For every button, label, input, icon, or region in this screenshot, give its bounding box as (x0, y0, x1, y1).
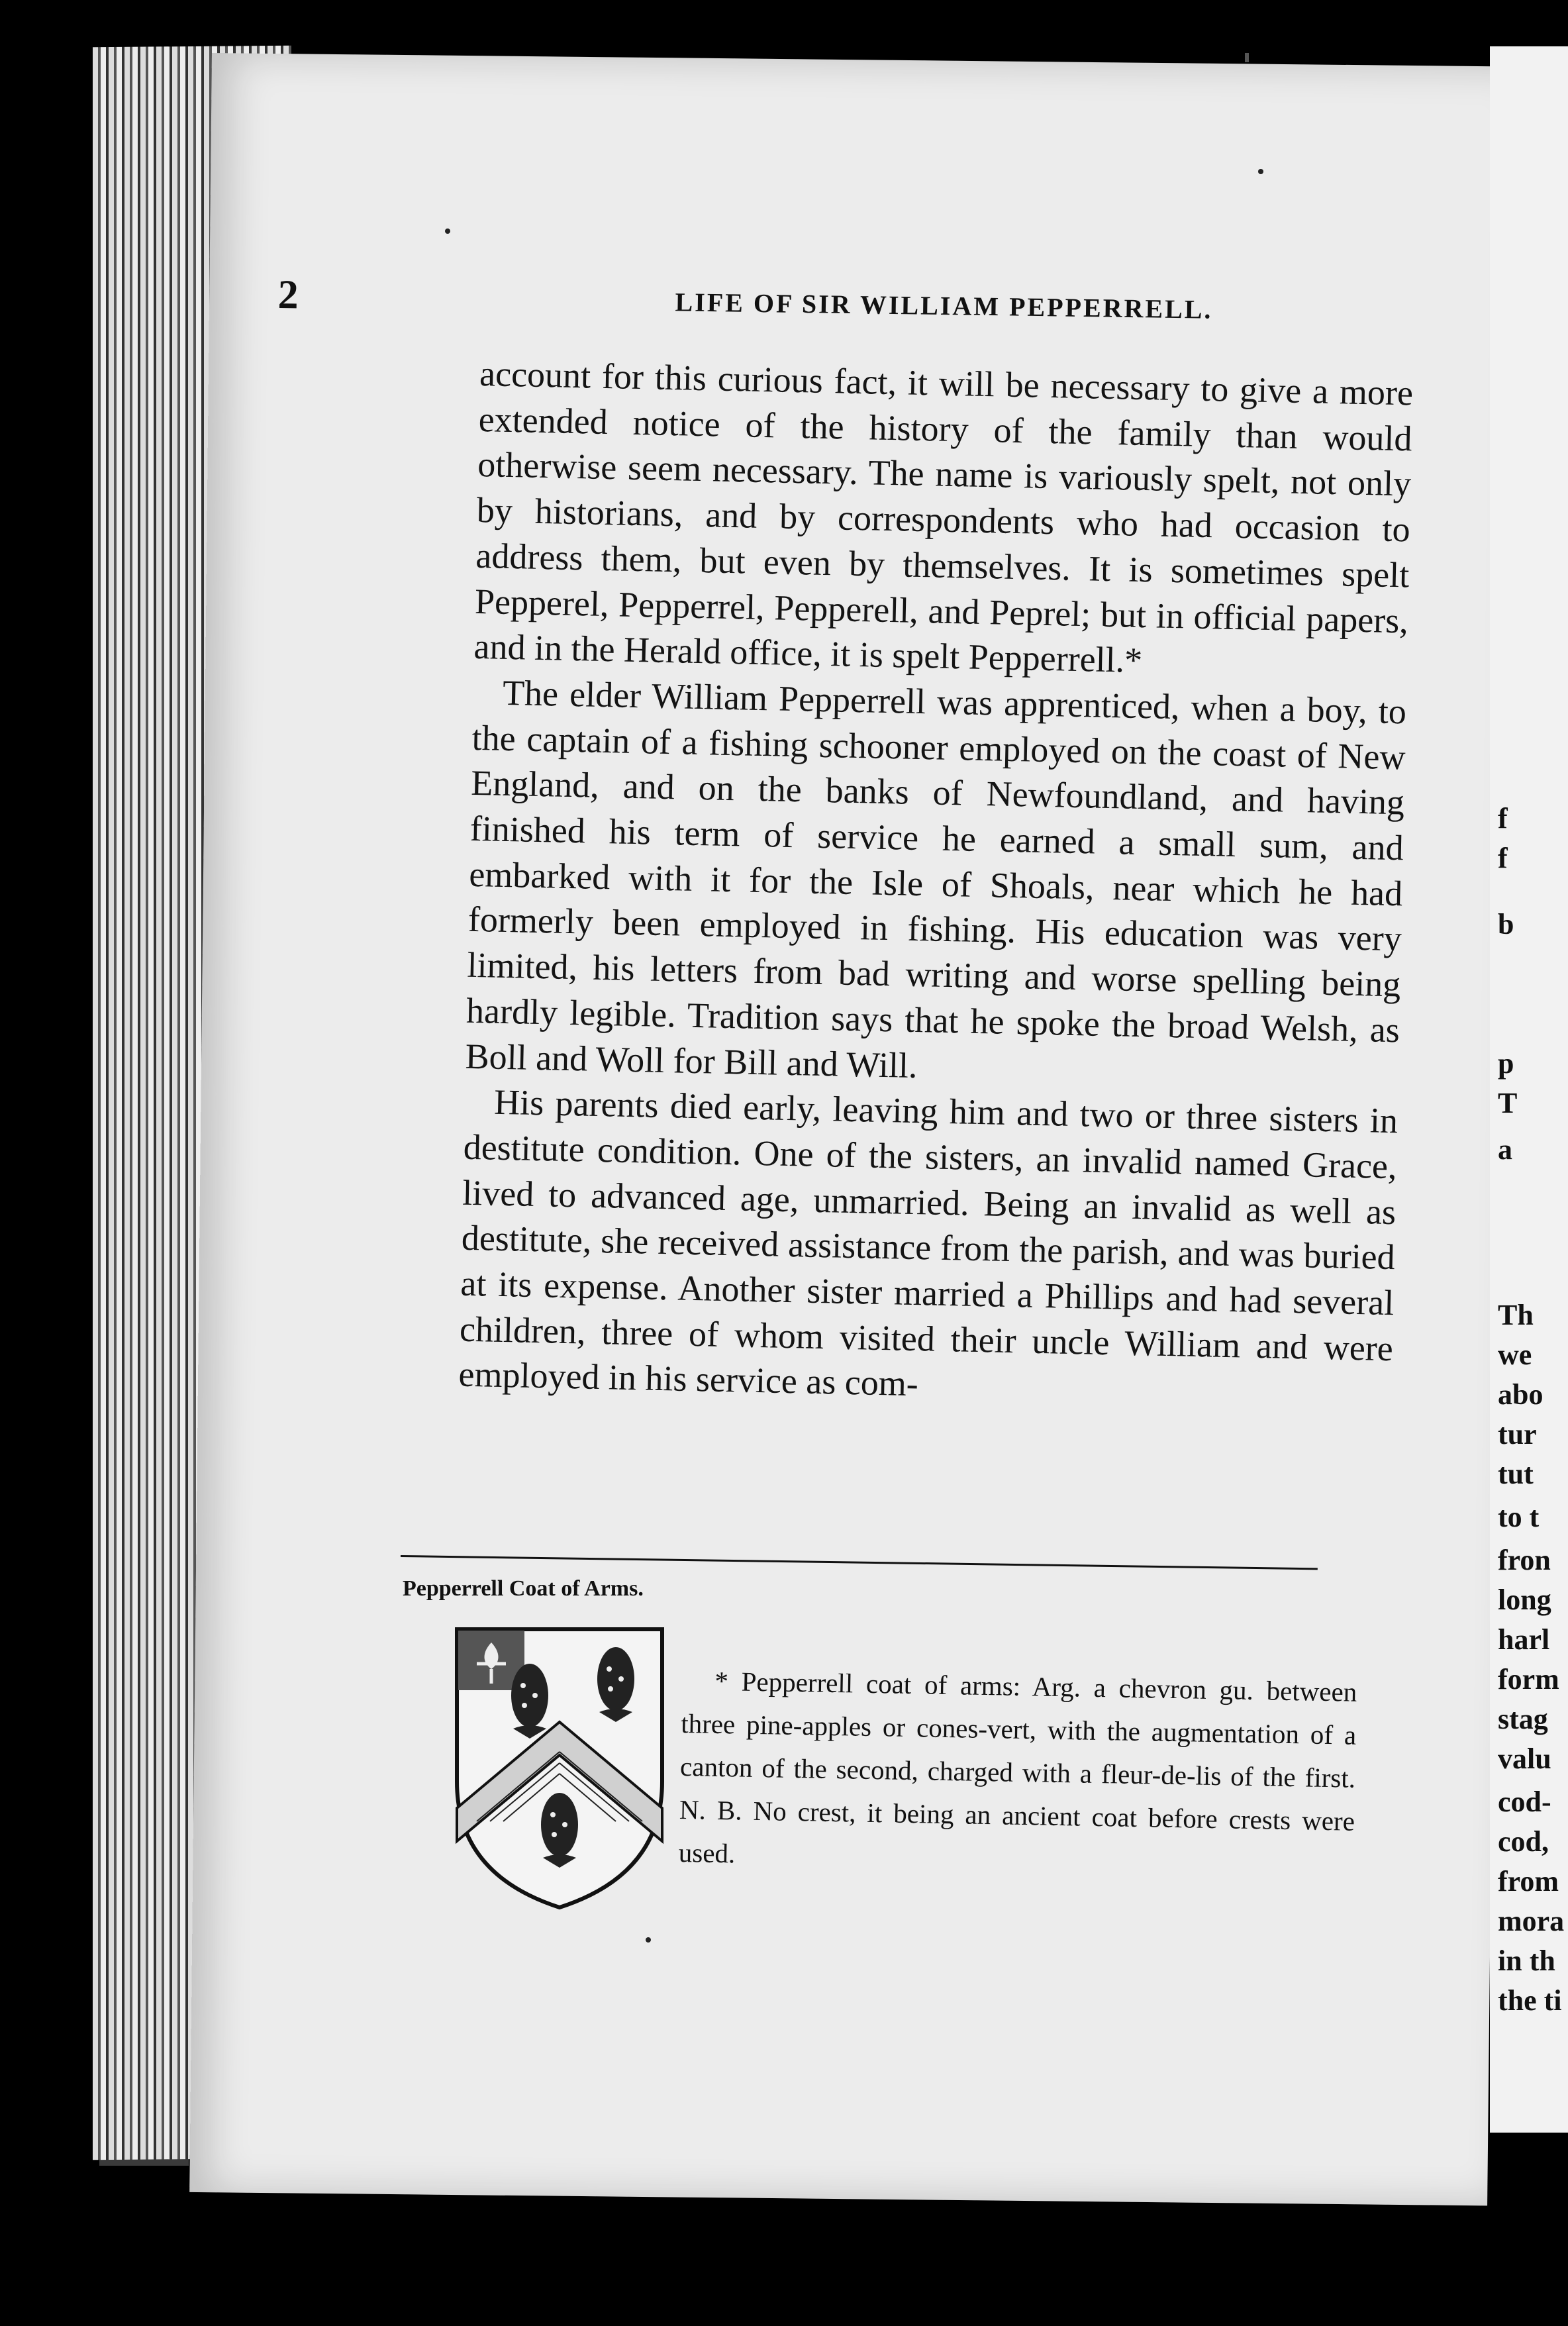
coat-of-arms-caption: Pepperrell Coat of Arms. (403, 1576, 644, 1601)
facing-page-text: tut (1498, 1458, 1534, 1490)
body-text (458, 351, 1414, 1417)
facing-page-text: cod- (1498, 1786, 1551, 1818)
footnote (678, 1659, 1357, 1886)
facing-page-text: to t (1498, 1501, 1540, 1533)
facing-page-text: Th (1498, 1299, 1534, 1331)
facing-page-text: stag (1498, 1703, 1548, 1735)
facing-page-text: valu (1498, 1743, 1551, 1775)
speck (1245, 53, 1249, 62)
facing-page-text: in th (1498, 1945, 1555, 1977)
facing-page-text: b (1498, 908, 1514, 940)
facing-page-text: f (1498, 802, 1508, 834)
facing-page-text: cod, (1498, 1825, 1549, 1858)
page-number: 2 (277, 272, 299, 318)
speck (445, 228, 450, 234)
facing-page-text: long (1498, 1584, 1551, 1616)
footnote-text: * Pepperrell coat of arms: Arg. a chevron gu. between three pine-apples or cones-vert, with the augmentation of a canton of the second, charged with a fleur-de-lis of the first. N. B. No crest, it being an ancient coat before crests were used. (678, 1665, 1357, 1869)
coat-of-arms-illustration (450, 1623, 669, 1914)
facing-page-text: T (1498, 1087, 1518, 1119)
facing-page-text: the ti (1498, 1984, 1562, 2017)
paragraph: account for this curious fact, it will be necessary to give a more extended notice of the history of the family than would otherwise seem necessary. The name is variously spelt, not only by historians, and by correspondents who had occasion to address them, but even by themselves. It is sometimes spelt Pepperel, Pepperrel, Pepperell, and Peprel; but in official papers, and in the Herald office, it is spelt Pepperrell.* (473, 353, 1414, 681)
facing-page-fragment (1490, 46, 1568, 2133)
facing-page-text: mora (1498, 1905, 1565, 1937)
facing-page-text: fron (1498, 1544, 1551, 1576)
facing-page-text: we (1498, 1339, 1532, 1371)
facing-page-text: p (1498, 1047, 1514, 1080)
speck (646, 1937, 651, 1943)
running-head: LIFE OF SIR WILLIAM PEPPERRELL. (675, 287, 1213, 325)
speck (1258, 169, 1263, 174)
facing-page-text: a (1498, 1133, 1512, 1166)
facing-page-text: f (1498, 842, 1508, 874)
paragraph: The elder William Pepperrell was apprenticed, when a boy, to the captain of a fishing schooner employed on the coast of New England, and on the banks of Newfoundland, and having finished his term of service he earned a small sum, and embarked with it for the Isle of Shoals, near which he had formerly been employed in fishing. His education was very limited, his letters from bad writing and worse spelling being hardly legible. Tradition says that he spoke the broad Welsh, as Boll and Woll for Bill and Will. (465, 672, 1407, 1086)
facing-page-text: harl (1498, 1623, 1550, 1656)
facing-page-text: abo (1498, 1378, 1544, 1411)
paragraph: His parents died early, leaving him and two or three sisters in destitute condition. One of the sisters, an invalid named Grace, lived to advanced age, unmarried. Being an invalid as well as destitute, she received assistance from the parish, and was buried at its expense. Another sister married a Phillips and had several children, three of whom visited their uncle William and were employed in his service as com- (458, 1082, 1398, 1404)
facing-page-text: form (1498, 1663, 1559, 1695)
facing-page-text: tur (1498, 1418, 1537, 1450)
facing-page-text: from (1498, 1865, 1559, 1897)
